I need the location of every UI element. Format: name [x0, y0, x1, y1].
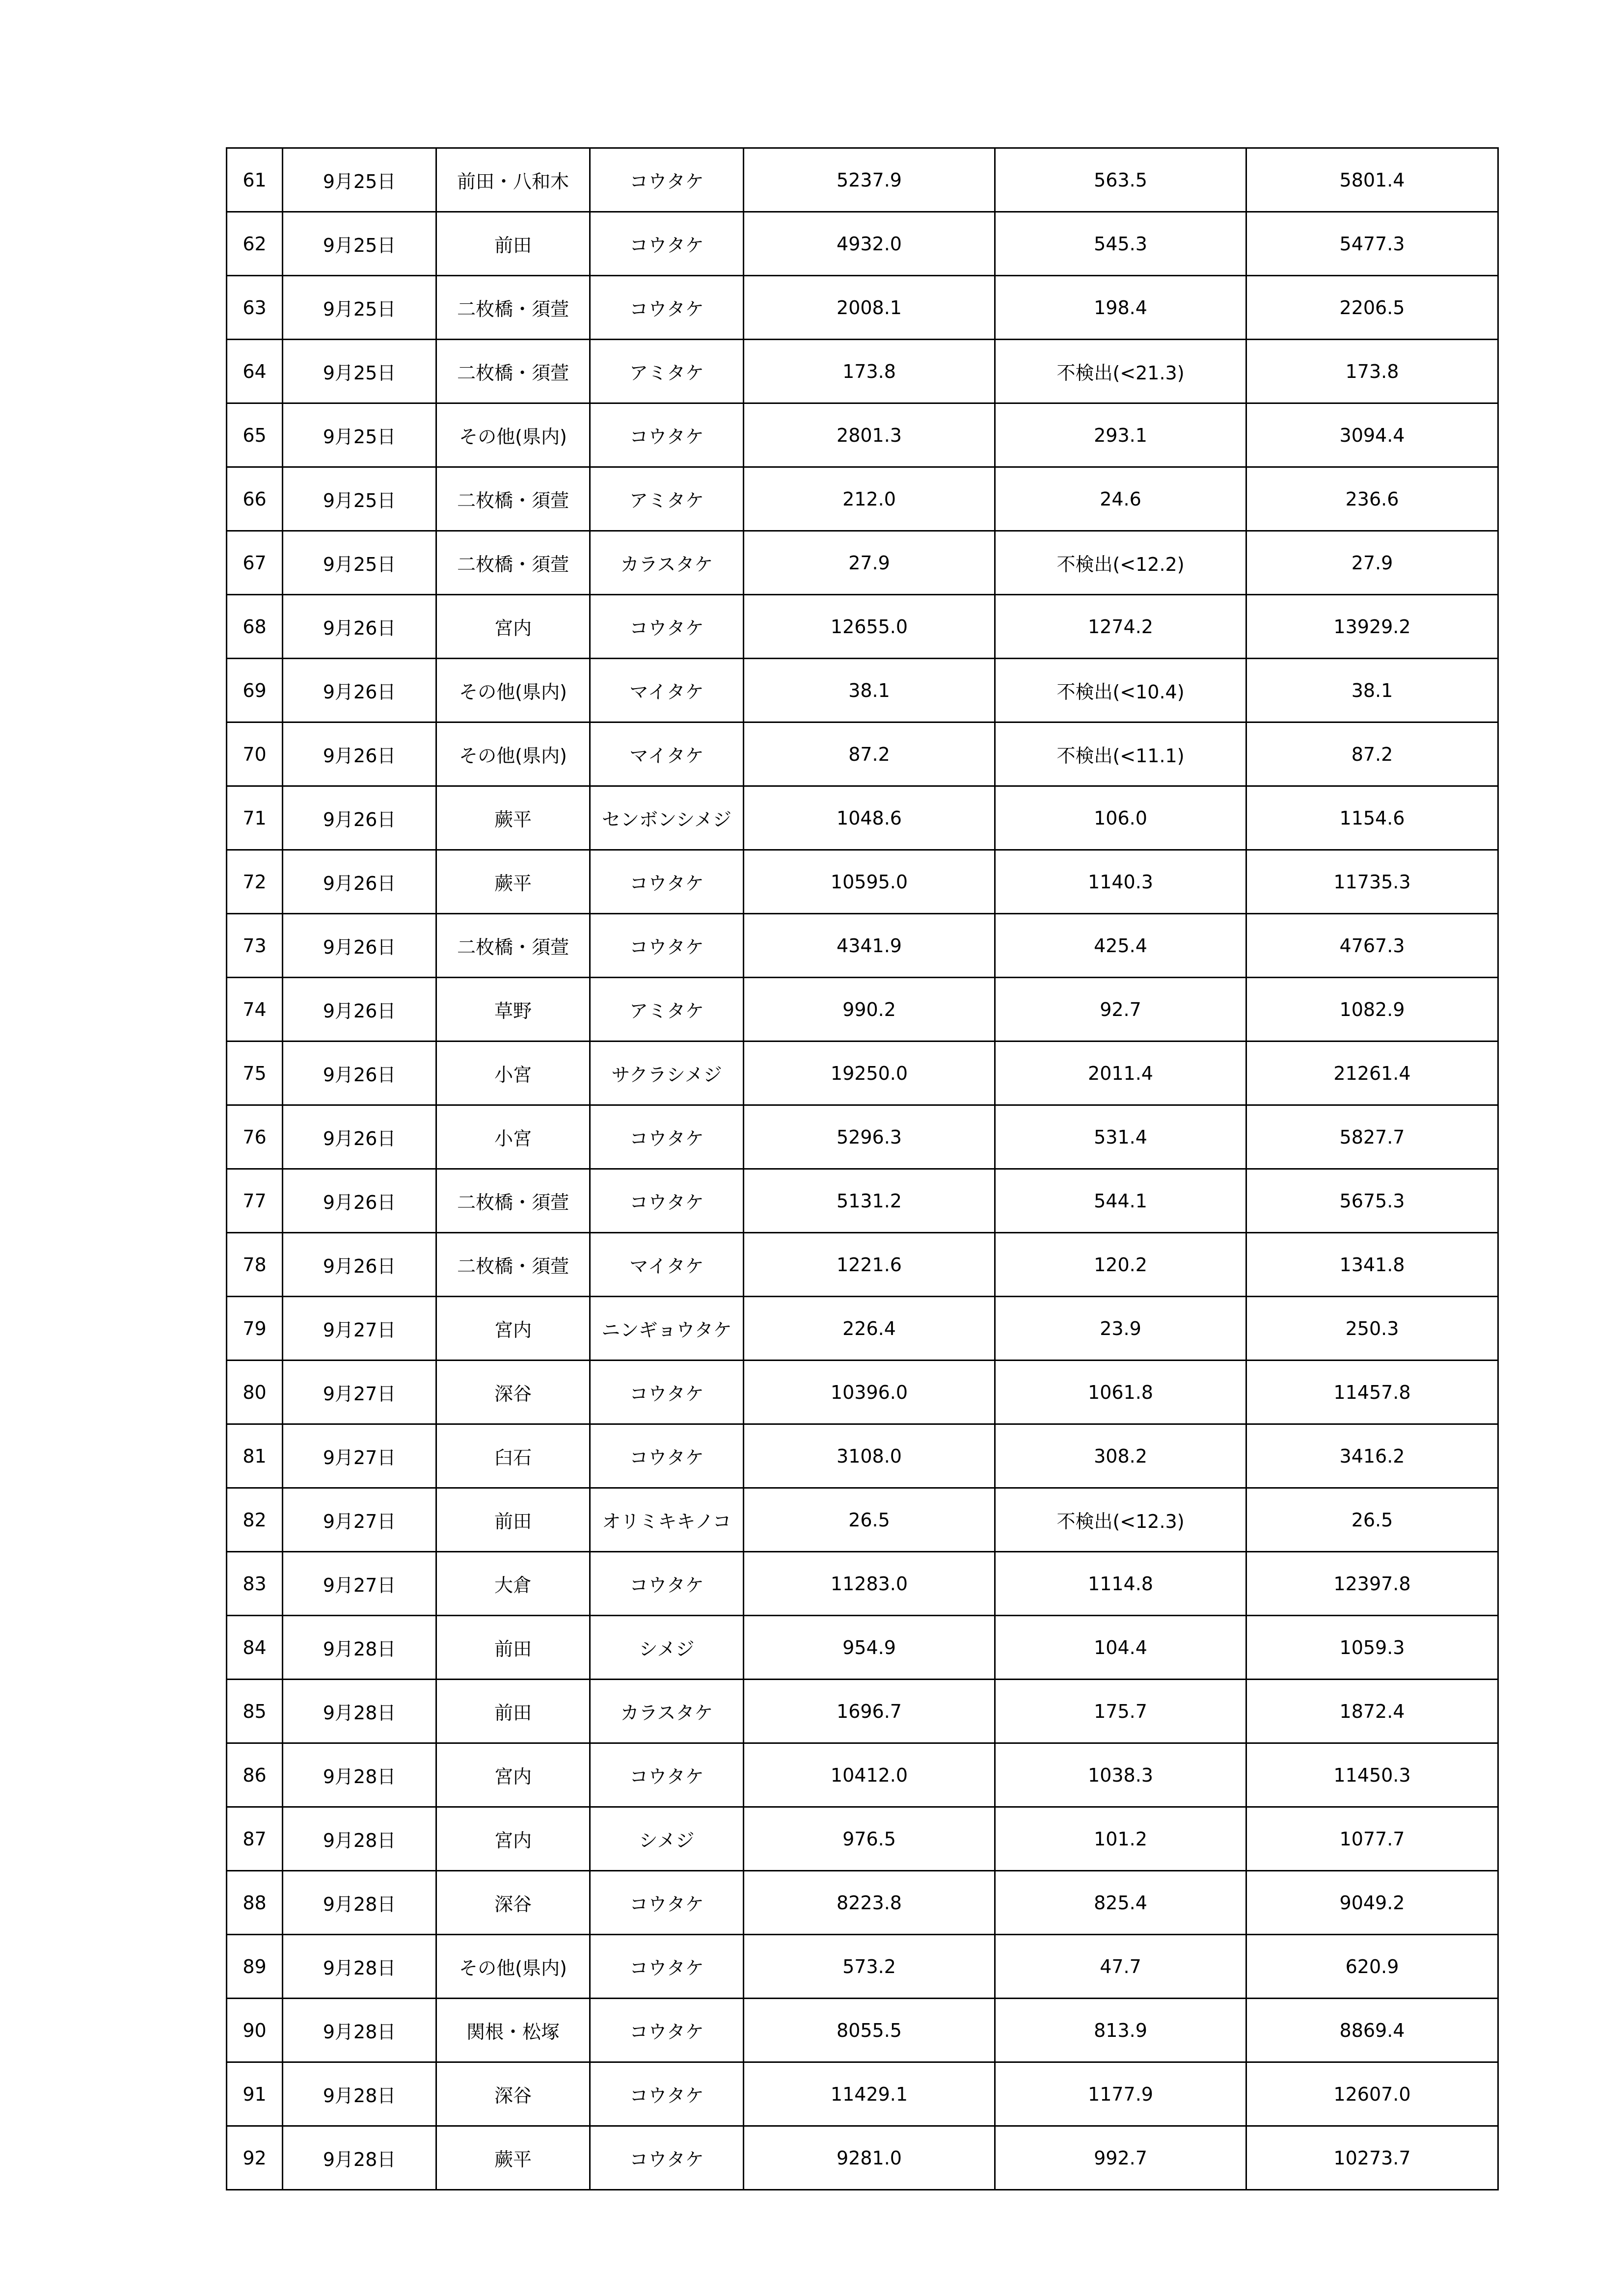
table-row	[227, 1297, 1498, 1361]
location-cell: 深谷	[436, 2062, 590, 2126]
total-value-cell: 21261.4	[1246, 1041, 1498, 1105]
date-cell: 9月28日	[283, 1680, 436, 1743]
value-2-cell: 1061.8	[995, 1361, 1246, 1424]
value-1-cell: 3108.0	[744, 1424, 995, 1488]
table-row	[227, 340, 1498, 403]
table-row	[227, 1169, 1498, 1233]
total-value-cell: 3416.2	[1246, 1424, 1498, 1488]
row-number-cell: 61	[227, 148, 283, 212]
row-number-cell: 77	[227, 1169, 283, 1233]
table-row	[227, 148, 1498, 212]
location-cell: 二枚橋・須萱	[436, 914, 590, 978]
row-number-cell: 82	[227, 1488, 283, 1552]
value-1-cell: 1696.7	[744, 1680, 995, 1743]
location-cell: 蕨平	[436, 2126, 590, 2190]
value-1-cell: 10595.0	[744, 850, 995, 914]
value-1-cell: 573.2	[744, 1935, 995, 1999]
row-number-cell: 70	[227, 722, 283, 786]
value-2-cell: 992.7	[995, 2126, 1246, 2190]
date-cell: 9月27日	[283, 1297, 436, 1361]
value-1-cell: 8055.5	[744, 1999, 995, 2062]
value-2-cell: 不検出(<12.2)	[995, 531, 1246, 595]
value-1-cell: 4932.0	[744, 212, 995, 276]
mushroom-type-cell: カラスタケ	[590, 531, 744, 595]
date-cell: 9月28日	[283, 1935, 436, 1999]
date-cell: 9月26日	[283, 914, 436, 978]
value-2-cell: 293.1	[995, 403, 1246, 467]
row-number-cell: 65	[227, 403, 283, 467]
mushroom-type-cell: コウタケ	[590, 1743, 744, 1807]
row-number-cell: 72	[227, 850, 283, 914]
total-value-cell: 4767.3	[1246, 914, 1498, 978]
total-value-cell: 5675.3	[1246, 1169, 1498, 1233]
date-cell: 9月25日	[283, 148, 436, 212]
date-cell: 9月26日	[283, 1233, 436, 1297]
row-number-cell: 75	[227, 1041, 283, 1105]
value-1-cell: 11429.1	[744, 2062, 995, 2126]
value-1-cell: 11283.0	[744, 1552, 995, 1616]
value-1-cell: 976.5	[744, 1807, 995, 1871]
value-2-cell: 1177.9	[995, 2062, 1246, 2126]
location-cell: 深谷	[436, 1361, 590, 1424]
date-cell: 9月27日	[283, 1552, 436, 1616]
table-row	[227, 1680, 1498, 1743]
total-value-cell: 38.1	[1246, 659, 1498, 722]
total-value-cell: 27.9	[1246, 531, 1498, 595]
value-1-cell: 5296.3	[744, 1105, 995, 1169]
row-number-cell: 71	[227, 786, 283, 850]
total-value-cell: 5801.4	[1246, 148, 1498, 212]
row-number-cell: 92	[227, 2126, 283, 2190]
table-row	[227, 276, 1498, 340]
mushroom-type-cell: コウタケ	[590, 212, 744, 276]
table-row	[227, 1361, 1498, 1424]
table-row	[227, 914, 1498, 978]
total-value-cell: 11450.3	[1246, 1743, 1498, 1807]
total-value-cell: 3094.4	[1246, 403, 1498, 467]
value-1-cell: 12655.0	[744, 595, 995, 659]
table-body	[227, 148, 1498, 2190]
row-number-cell: 88	[227, 1871, 283, 1935]
total-value-cell: 13929.2	[1246, 595, 1498, 659]
table-row	[227, 1488, 1498, 1552]
total-value-cell: 8869.4	[1246, 1999, 1498, 2062]
date-cell: 9月28日	[283, 2126, 436, 2190]
date-cell: 9月28日	[283, 2062, 436, 2126]
total-value-cell: 1341.8	[1246, 1233, 1498, 1297]
row-number-cell: 89	[227, 1935, 283, 1999]
location-cell: 大倉	[436, 1552, 590, 1616]
value-2-cell: 813.9	[995, 1999, 1246, 2062]
row-number-cell: 87	[227, 1807, 283, 1871]
row-number-cell: 74	[227, 978, 283, 1041]
value-2-cell: 1114.8	[995, 1552, 1246, 1616]
value-1-cell: 5131.2	[744, 1169, 995, 1233]
row-number-cell: 63	[227, 276, 283, 340]
location-cell: 臼石	[436, 1424, 590, 1488]
table-row	[227, 1999, 1498, 2062]
total-value-cell: 10273.7	[1246, 2126, 1498, 2190]
date-cell: 9月25日	[283, 403, 436, 467]
value-1-cell: 10412.0	[744, 1743, 995, 1807]
table-row	[227, 659, 1498, 722]
location-cell: 小宮	[436, 1041, 590, 1105]
total-value-cell: 1077.7	[1246, 1807, 1498, 1871]
value-1-cell: 1048.6	[744, 786, 995, 850]
total-value-cell: 5477.3	[1246, 212, 1498, 276]
total-value-cell: 12397.8	[1246, 1552, 1498, 1616]
mushroom-type-cell: コウタケ	[590, 1871, 744, 1935]
location-cell: 蕨平	[436, 786, 590, 850]
value-2-cell: 23.9	[995, 1297, 1246, 1361]
location-cell: 前田	[436, 1488, 590, 1552]
value-2-cell: 1140.3	[995, 850, 1246, 914]
value-2-cell: 24.6	[995, 467, 1246, 531]
table-row	[227, 722, 1498, 786]
total-value-cell: 26.5	[1246, 1488, 1498, 1552]
mushroom-type-cell: コウタケ	[590, 1361, 744, 1424]
value-2-cell: 175.7	[995, 1680, 1246, 1743]
date-cell: 9月26日	[283, 1105, 436, 1169]
table-row	[227, 1743, 1498, 1807]
mushroom-type-cell: コウタケ	[590, 276, 744, 340]
table-row	[227, 1041, 1498, 1105]
mushroom-type-cell: コウタケ	[590, 1424, 744, 1488]
value-1-cell: 19250.0	[744, 1041, 995, 1105]
date-cell: 9月26日	[283, 1169, 436, 1233]
total-value-cell: 11735.3	[1246, 850, 1498, 914]
date-cell: 9月28日	[283, 1871, 436, 1935]
row-number-cell: 80	[227, 1361, 283, 1424]
location-cell: 宮内	[436, 1743, 590, 1807]
location-cell: 蕨平	[436, 850, 590, 914]
date-cell: 9月25日	[283, 531, 436, 595]
location-cell: 二枚橋・須萱	[436, 531, 590, 595]
table-row	[227, 1105, 1498, 1169]
table-row	[227, 850, 1498, 914]
value-2-cell: 825.4	[995, 1871, 1246, 1935]
table-row	[227, 786, 1498, 850]
mushroom-type-cell: コウタケ	[590, 403, 744, 467]
row-number-cell: 66	[227, 467, 283, 531]
value-2-cell: 1274.2	[995, 595, 1246, 659]
value-2-cell: 531.4	[995, 1105, 1246, 1169]
total-value-cell: 620.9	[1246, 1935, 1498, 1999]
table-row	[227, 212, 1498, 276]
mushroom-type-cell: コウタケ	[590, 1935, 744, 1999]
value-2-cell: 不検出(<11.1)	[995, 722, 1246, 786]
location-cell: 前田・八和木	[436, 148, 590, 212]
value-2-cell: 198.4	[995, 276, 1246, 340]
total-value-cell: 5827.7	[1246, 1105, 1498, 1169]
date-cell: 9月28日	[283, 1743, 436, 1807]
table-row	[227, 595, 1498, 659]
table-row	[227, 1424, 1498, 1488]
date-cell: 9月25日	[283, 467, 436, 531]
value-2-cell: 425.4	[995, 914, 1246, 978]
mushroom-type-cell: マイタケ	[590, 659, 744, 722]
location-cell: 関根・松塚	[436, 1999, 590, 2062]
value-2-cell: 545.3	[995, 212, 1246, 276]
value-1-cell: 2801.3	[744, 403, 995, 467]
value-2-cell: 308.2	[995, 1424, 1246, 1488]
table-row	[227, 467, 1498, 531]
table-row	[227, 1233, 1498, 1297]
row-number-cell: 83	[227, 1552, 283, 1616]
value-2-cell: 不検出(<21.3)	[995, 340, 1246, 403]
location-cell: 深谷	[436, 1871, 590, 1935]
row-number-cell: 64	[227, 340, 283, 403]
date-cell: 9月28日	[283, 1807, 436, 1871]
value-1-cell: 1221.6	[744, 1233, 995, 1297]
total-value-cell: 1154.6	[1246, 786, 1498, 850]
location-cell: その他(県内)	[436, 1935, 590, 1999]
total-value-cell: 1059.3	[1246, 1616, 1498, 1680]
date-cell: 9月28日	[283, 1616, 436, 1680]
value-2-cell: 563.5	[995, 148, 1246, 212]
total-value-cell: 12607.0	[1246, 2062, 1498, 2126]
total-value-cell: 9049.2	[1246, 1871, 1498, 1935]
mushroom-type-cell: ニンギョウタケ	[590, 1297, 744, 1361]
value-2-cell: 120.2	[995, 1233, 1246, 1297]
date-cell: 9月26日	[283, 595, 436, 659]
value-2-cell: 104.4	[995, 1616, 1246, 1680]
table-row	[227, 1871, 1498, 1935]
value-2-cell: 不検出(<12.3)	[995, 1488, 1246, 1552]
table-row	[227, 1935, 1498, 1999]
row-number-cell: 84	[227, 1616, 283, 1680]
location-cell: 小宮	[436, 1105, 590, 1169]
table-row	[227, 531, 1498, 595]
total-value-cell: 236.6	[1246, 467, 1498, 531]
date-cell: 9月26日	[283, 1041, 436, 1105]
value-1-cell: 27.9	[744, 531, 995, 595]
date-cell: 9月26日	[283, 659, 436, 722]
value-1-cell: 9281.0	[744, 2126, 995, 2190]
table-row	[227, 2126, 1498, 2190]
value-2-cell: 92.7	[995, 978, 1246, 1041]
location-cell: 前田	[436, 1680, 590, 1743]
table-row	[227, 978, 1498, 1041]
mushroom-type-cell: マイタケ	[590, 1233, 744, 1297]
location-cell: 二枚橋・須萱	[436, 1233, 590, 1297]
total-value-cell: 1082.9	[1246, 978, 1498, 1041]
mushroom-type-cell: シメジ	[590, 1807, 744, 1871]
mushroom-type-cell: センボンシメジ	[590, 786, 744, 850]
value-1-cell: 226.4	[744, 1297, 995, 1361]
date-cell: 9月26日	[283, 722, 436, 786]
date-cell: 9月26日	[283, 978, 436, 1041]
value-2-cell: 47.7	[995, 1935, 1246, 1999]
date-cell: 9月28日	[283, 1999, 436, 2062]
row-number-cell: 85	[227, 1680, 283, 1743]
value-1-cell: 38.1	[744, 659, 995, 722]
location-cell: 前田	[436, 1616, 590, 1680]
mushroom-type-cell: アミタケ	[590, 340, 744, 403]
location-cell: 草野	[436, 978, 590, 1041]
row-number-cell: 76	[227, 1105, 283, 1169]
mushroom-type-cell: コウタケ	[590, 148, 744, 212]
measurement-table	[226, 147, 1499, 2190]
mushroom-type-cell: コウタケ	[590, 2062, 744, 2126]
mushroom-type-cell: コウタケ	[590, 1105, 744, 1169]
mushroom-type-cell: マイタケ	[590, 722, 744, 786]
mushroom-type-cell: シメジ	[590, 1616, 744, 1680]
value-1-cell: 954.9	[744, 1616, 995, 1680]
row-number-cell: 73	[227, 914, 283, 978]
value-2-cell: 106.0	[995, 786, 1246, 850]
value-2-cell: 544.1	[995, 1169, 1246, 1233]
row-number-cell: 86	[227, 1743, 283, 1807]
value-2-cell: 101.2	[995, 1807, 1246, 1871]
mushroom-type-cell: コウタケ	[590, 2126, 744, 2190]
row-number-cell: 78	[227, 1233, 283, 1297]
mushroom-type-cell: コウタケ	[590, 850, 744, 914]
total-value-cell: 250.3	[1246, 1297, 1498, 1361]
date-cell: 9月25日	[283, 340, 436, 403]
value-1-cell: 8223.8	[744, 1871, 995, 1935]
total-value-cell: 1872.4	[1246, 1680, 1498, 1743]
mushroom-type-cell: カラスタケ	[590, 1680, 744, 1743]
value-1-cell: 173.8	[744, 340, 995, 403]
value-1-cell: 212.0	[744, 467, 995, 531]
value-1-cell: 4341.9	[744, 914, 995, 978]
location-cell: 宮内	[436, 595, 590, 659]
location-cell: 二枚橋・須萱	[436, 276, 590, 340]
value-2-cell: 1038.3	[995, 1743, 1246, 1807]
row-number-cell: 79	[227, 1297, 283, 1361]
value-1-cell: 2008.1	[744, 276, 995, 340]
total-value-cell: 2206.5	[1246, 276, 1498, 340]
value-1-cell: 5237.9	[744, 148, 995, 212]
location-cell: 二枚橋・須萱	[436, 340, 590, 403]
location-cell: その他(県内)	[436, 722, 590, 786]
table-row	[227, 1616, 1498, 1680]
location-cell: その他(県内)	[436, 403, 590, 467]
mushroom-type-cell: コウタケ	[590, 1999, 744, 2062]
mushroom-type-cell: アミタケ	[590, 978, 744, 1041]
mushroom-type-cell: サクラシメジ	[590, 1041, 744, 1105]
row-number-cell: 69	[227, 659, 283, 722]
mushroom-type-cell: アミタケ	[590, 467, 744, 531]
location-cell: 宮内	[436, 1297, 590, 1361]
date-cell: 9月27日	[283, 1361, 436, 1424]
mushroom-type-cell: コウタケ	[590, 595, 744, 659]
mushroom-type-cell: コウタケ	[590, 914, 744, 978]
value-1-cell: 990.2	[744, 978, 995, 1041]
value-2-cell: 不検出(<10.4)	[995, 659, 1246, 722]
mushroom-type-cell: コウタケ	[590, 1169, 744, 1233]
location-cell: 二枚橋・須萱	[436, 467, 590, 531]
total-value-cell: 173.8	[1246, 340, 1498, 403]
row-number-cell: 81	[227, 1424, 283, 1488]
value-2-cell: 2011.4	[995, 1041, 1246, 1105]
row-number-cell: 62	[227, 212, 283, 276]
value-1-cell: 26.5	[744, 1488, 995, 1552]
total-value-cell: 11457.8	[1246, 1361, 1498, 1424]
table-row	[227, 2062, 1498, 2126]
date-cell: 9月26日	[283, 786, 436, 850]
date-cell: 9月25日	[283, 276, 436, 340]
table-row	[227, 1552, 1498, 1616]
row-number-cell: 68	[227, 595, 283, 659]
table-row	[227, 403, 1498, 467]
table-row	[227, 1807, 1498, 1871]
location-cell: 前田	[436, 212, 590, 276]
location-cell: その他(県内)	[436, 659, 590, 722]
date-cell: 9月25日	[283, 212, 436, 276]
value-1-cell: 10396.0	[744, 1361, 995, 1424]
date-cell: 9月27日	[283, 1424, 436, 1488]
location-cell: 宮内	[436, 1807, 590, 1871]
total-value-cell: 87.2	[1246, 722, 1498, 786]
location-cell: 二枚橋・須萱	[436, 1169, 590, 1233]
row-number-cell: 67	[227, 531, 283, 595]
row-number-cell: 91	[227, 2062, 283, 2126]
mushroom-type-cell: オリミキキノコ	[590, 1488, 744, 1552]
row-number-cell: 90	[227, 1999, 283, 2062]
value-1-cell: 87.2	[744, 722, 995, 786]
date-cell: 9月26日	[283, 850, 436, 914]
date-cell: 9月27日	[283, 1488, 436, 1552]
mushroom-type-cell: コウタケ	[590, 1552, 744, 1616]
